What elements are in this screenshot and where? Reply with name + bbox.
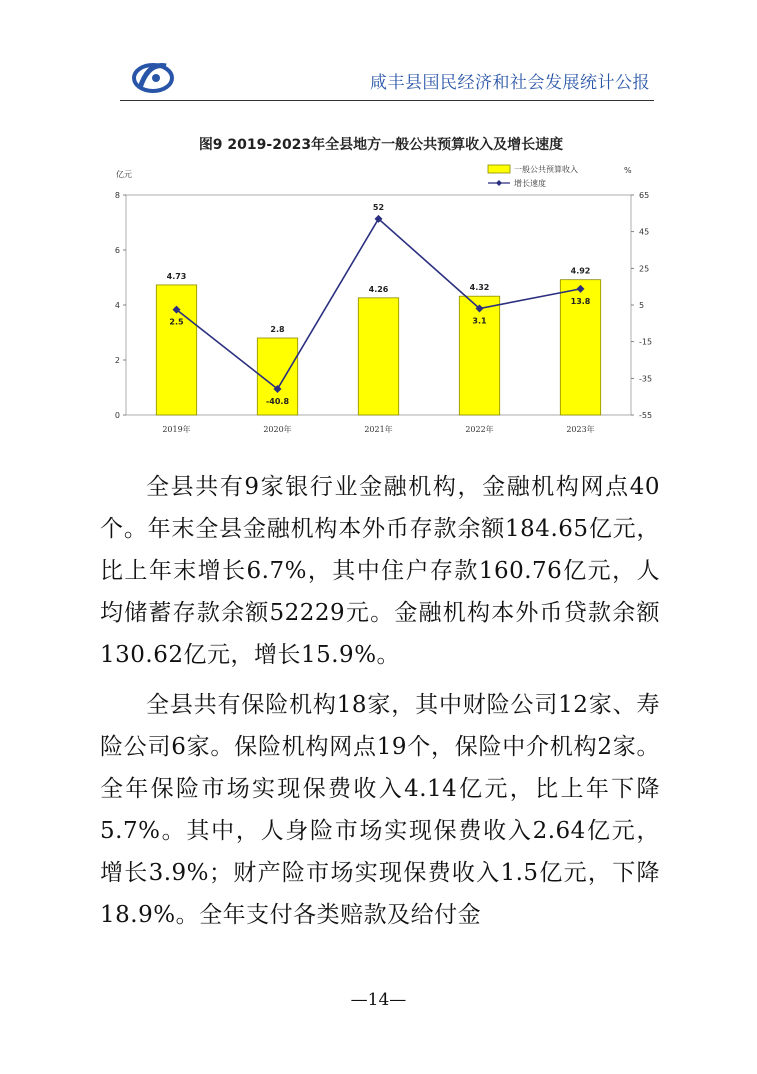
bar-2019年: [156, 285, 196, 415]
bar-value-label: 2.8: [270, 325, 285, 334]
statistics-logo-icon: [130, 58, 176, 96]
report-title: 咸丰县国民经济和社会发展统计公报: [370, 73, 650, 93]
growth-rate-label: 13.8: [570, 296, 591, 306]
bar-value-label: 4.26: [368, 284, 389, 294]
left-tick-label: 8: [114, 191, 120, 200]
right-tick-label: 5: [639, 301, 645, 310]
right-tick-label: 65: [639, 191, 650, 200]
paragraph-text: 全县共有9家银行业金融机构，金融机构网点40个。年末全县金融机构本外币存款余额184.65亿元，比上年末增长6.7%，其中住户存款160.76亿元，人均储蓄存款余额52229元。金融机构本外币贷款余额130.62亿元，增长15.9%。: [100, 474, 660, 668]
paragraph-insurance: [100, 684, 660, 936]
x-tick-label: 2022年: [465, 425, 494, 434]
growth-rate-label: -40.8: [265, 396, 290, 406]
bar-value-label: 4.32: [469, 283, 490, 293]
legend-line-marker: [496, 180, 502, 186]
page-number: —14—: [350, 990, 407, 1010]
growth-rate-label: 3.1: [472, 316, 487, 326]
chart-legend: [488, 164, 578, 188]
bar-value-label: 4.73: [166, 271, 187, 281]
left-tick-label: 4: [114, 301, 120, 310]
right-tick-label: 25: [639, 264, 650, 274]
left-tick-label: 0: [114, 411, 120, 420]
page-header: [120, 56, 654, 101]
bar-value-label: 4.92: [570, 266, 591, 276]
left-tick-label: 6: [114, 246, 120, 255]
legend-bar-swatch: [488, 165, 510, 173]
left-axis-unit: 亿元: [116, 170, 132, 179]
x-tick-label: 2021年: [364, 425, 393, 434]
x-tick-label: 2020年: [263, 425, 292, 434]
chart-title: 图9 2019-2023年全县地方一般公共预算收入及增长速度: [198, 137, 564, 153]
paragraph-banking: [100, 466, 660, 676]
right-axis-unit: %: [624, 166, 632, 175]
left-tick-label: 2: [114, 356, 120, 365]
growth-rate-label: 52: [372, 202, 385, 212]
bar-2022年: [459, 296, 499, 415]
legend-bar-label: 一般公共预算收入: [514, 165, 578, 174]
right-tick-label: -35: [639, 374, 653, 384]
paragraph-text: 全县共有保险机构18家，其中财险公司12家、寿险公司6家。保险机构网点19个，保险中介机构2家。全年保险市场实现保费收入4.14亿元，比上年下降5.7%。其中，人身险市场实现保费收入2.64亿元，增长3.9%；财产险市场实现保费收入1.5亿元，下降18.9%。全年支付各类赔款及给付金: [100, 692, 660, 928]
x-tick-label: 2019年: [162, 425, 191, 434]
right-tick-label: -55: [639, 411, 653, 420]
right-tick-label: -15: [639, 337, 653, 347]
growth-rate-label: 2.5: [169, 317, 184, 327]
legend-line-label: 增长速度: [514, 179, 546, 188]
bar-2021年: [358, 298, 398, 415]
plot-area: [115, 191, 652, 434]
budget-revenue-chart: [96, 125, 666, 445]
x-tick-label: 2023年: [566, 425, 595, 434]
right-tick-label: 45: [639, 227, 650, 237]
